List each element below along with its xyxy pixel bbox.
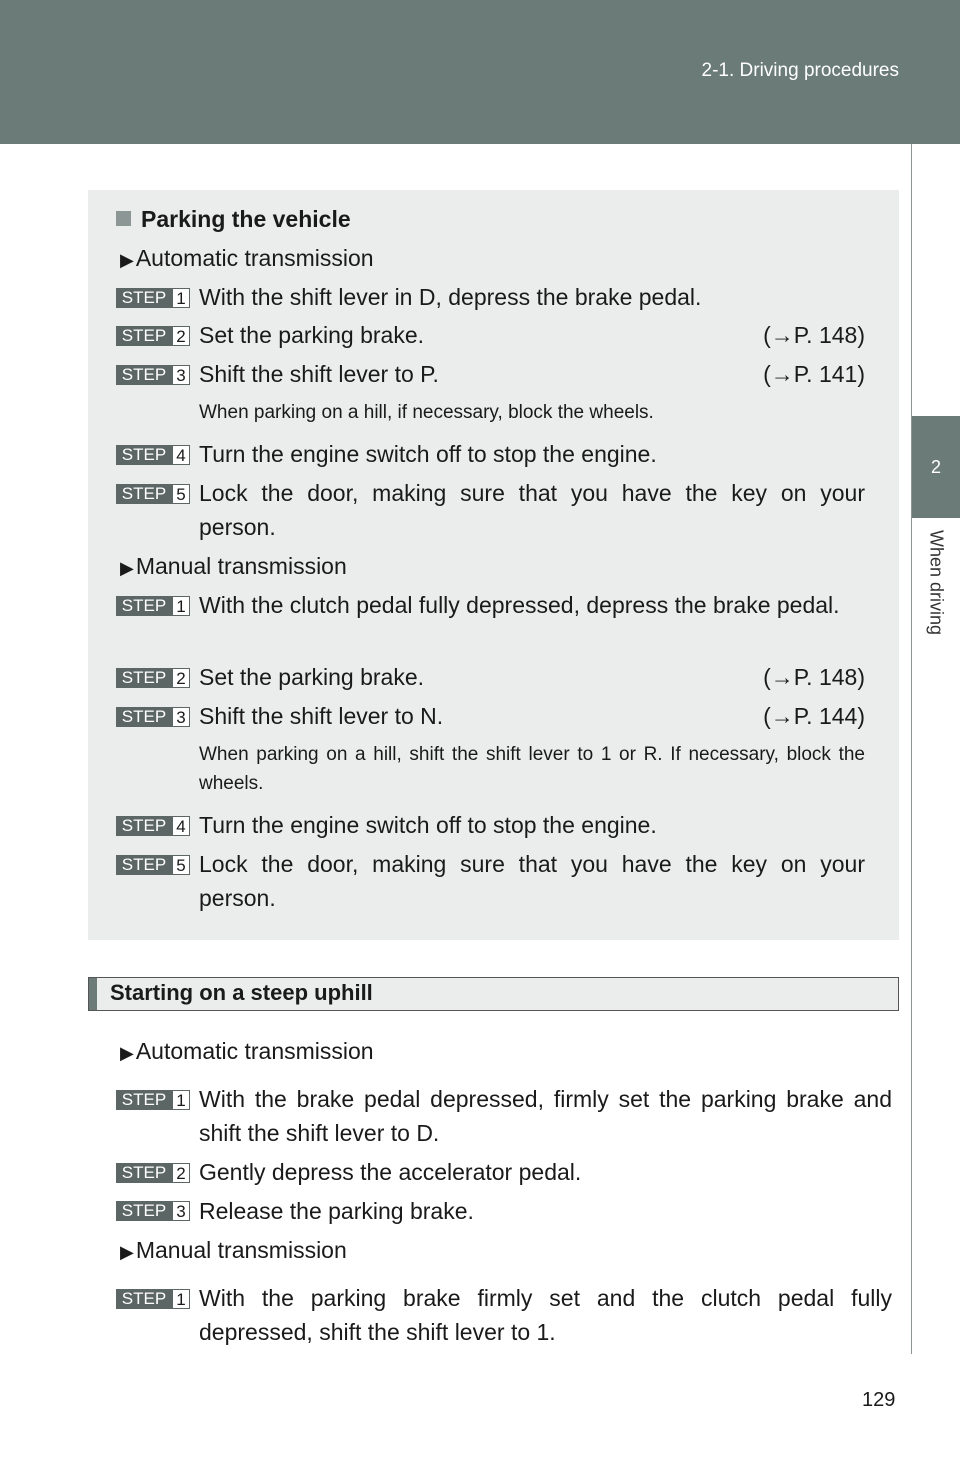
auto-label bbox=[120, 241, 374, 277]
step-number: 5 bbox=[172, 855, 190, 875]
step-number: 2 bbox=[172, 668, 190, 688]
step-word: STEP bbox=[116, 365, 172, 385]
step-text: Release the parking brake. bbox=[199, 1198, 474, 1224]
page-reference[interactable]: (→P. 148) bbox=[763, 664, 865, 690]
step-word: STEP bbox=[116, 855, 172, 875]
step-badge bbox=[116, 707, 192, 727]
step-text: Shift the shift lever to P. bbox=[199, 361, 439, 387]
step-badge bbox=[116, 288, 192, 308]
step-text: With the shift lever in D, depress the brake pedal. bbox=[199, 284, 702, 310]
step-badge bbox=[116, 326, 192, 346]
step-number: 2 bbox=[172, 1163, 190, 1183]
step-badge bbox=[116, 445, 192, 465]
step-number: 1 bbox=[172, 596, 190, 616]
step-word: STEP bbox=[116, 1090, 172, 1110]
step-badge bbox=[116, 855, 192, 875]
step-number: 5 bbox=[172, 484, 190, 504]
triangle-bullet-icon: ▶ bbox=[120, 1043, 134, 1063]
step-badge bbox=[116, 596, 192, 616]
page-header bbox=[0, 0, 960, 144]
step-badge bbox=[116, 668, 192, 688]
box-title-text: Parking the vehicle bbox=[141, 206, 351, 232]
step-word: STEP bbox=[116, 445, 172, 465]
chapter-number: 2 bbox=[930, 456, 941, 477]
heading-accent-bar bbox=[89, 978, 97, 1010]
step-badge bbox=[116, 484, 192, 504]
page-number: 129 bbox=[862, 1389, 896, 1411]
step-number: 4 bbox=[172, 816, 190, 836]
step-text: With the clutch pedal fully depressed, depress the brake pedal. bbox=[199, 592, 840, 618]
page-reference[interactable]: (→P. 148) bbox=[763, 322, 865, 348]
step-text: Lock the door, making sure that you have the key on your person. bbox=[199, 480, 865, 540]
step-badge bbox=[116, 1201, 192, 1221]
step-badge bbox=[116, 816, 192, 836]
note-text: When parking on a hill, shift the shift lever to 1 or R. If necessary, block the wheels. bbox=[199, 744, 865, 794]
triangle-bullet-icon: ▶ bbox=[120, 250, 134, 270]
step-word: STEP bbox=[116, 484, 172, 504]
step-number: 3 bbox=[172, 707, 190, 727]
step-number: 2 bbox=[172, 326, 190, 346]
step-number: 4 bbox=[172, 445, 190, 465]
step-number: 1 bbox=[172, 1289, 190, 1309]
step-badge bbox=[116, 1163, 192, 1183]
step-text: Lock the door, making sure that you have the key on your person. bbox=[199, 851, 865, 911]
section-heading bbox=[88, 977, 899, 1011]
step-text: Turn the engine switch off to stop the engine. bbox=[199, 441, 657, 467]
step-number: 1 bbox=[172, 1090, 190, 1110]
step-word: STEP bbox=[116, 668, 172, 688]
step-text: With the brake pedal depressed, firmly set the parking brake and shift the shift lever to D. bbox=[199, 1086, 892, 1146]
step-text: Gently depress the accelerator pedal. bbox=[199, 1159, 582, 1185]
uphill-manual-label bbox=[120, 1233, 347, 1269]
step-badge bbox=[116, 1090, 192, 1110]
chapter-label-text: When driving bbox=[926, 530, 947, 636]
step-badge bbox=[116, 1289, 192, 1309]
page-reference[interactable]: (→P. 144) bbox=[763, 703, 865, 729]
step-badge bbox=[116, 365, 192, 385]
step-text: Set the parking brake. bbox=[199, 664, 425, 690]
uphill-auto-label-text: Automatic transmission bbox=[135, 1038, 374, 1064]
step-word: STEP bbox=[116, 707, 172, 727]
step-word: STEP bbox=[116, 596, 172, 616]
step-text: Shift the shift lever to N. bbox=[199, 703, 444, 729]
step-number: 3 bbox=[172, 1201, 190, 1221]
step-text: Set the parking brake. bbox=[199, 322, 425, 348]
auto-label-text: Automatic transmission bbox=[135, 245, 374, 271]
chapter-label bbox=[912, 530, 960, 660]
step-word: STEP bbox=[116, 1163, 172, 1183]
chapter-tab[interactable] bbox=[912, 416, 960, 518]
note-text: When parking on a hill, if necessary, block the wheels. bbox=[199, 402, 654, 423]
step-number: 3 bbox=[172, 365, 190, 385]
step-word: STEP bbox=[116, 1201, 172, 1221]
step-word: STEP bbox=[116, 1289, 172, 1309]
side-divider bbox=[911, 144, 912, 1354]
triangle-bullet-icon: ▶ bbox=[120, 558, 134, 578]
box-title bbox=[116, 202, 351, 236]
section-heading-text: Starting on a steep uphill bbox=[110, 980, 373, 1005]
manual-label-text: Manual transmission bbox=[135, 553, 347, 579]
uphill-manual-label-text: Manual transmission bbox=[135, 1237, 347, 1263]
step-text: With the parking brake firmly set and the clutch pedal fully depressed, shift the shift lever to 1. bbox=[199, 1285, 892, 1345]
step-number: 1 bbox=[172, 288, 190, 308]
square-bullet-icon bbox=[116, 211, 131, 226]
page-reference[interactable]: (→P. 141) bbox=[763, 361, 865, 387]
section-title: 2-1. Driving procedures bbox=[701, 60, 899, 81]
step-text: Turn the engine switch off to stop the engine. bbox=[199, 812, 657, 838]
uphill-auto-label bbox=[120, 1034, 374, 1070]
step-word: STEP bbox=[116, 816, 172, 836]
step-word: STEP bbox=[116, 326, 172, 346]
manual-label bbox=[120, 549, 347, 585]
triangle-bullet-icon: ▶ bbox=[120, 1242, 134, 1262]
step-word: STEP bbox=[116, 288, 172, 308]
